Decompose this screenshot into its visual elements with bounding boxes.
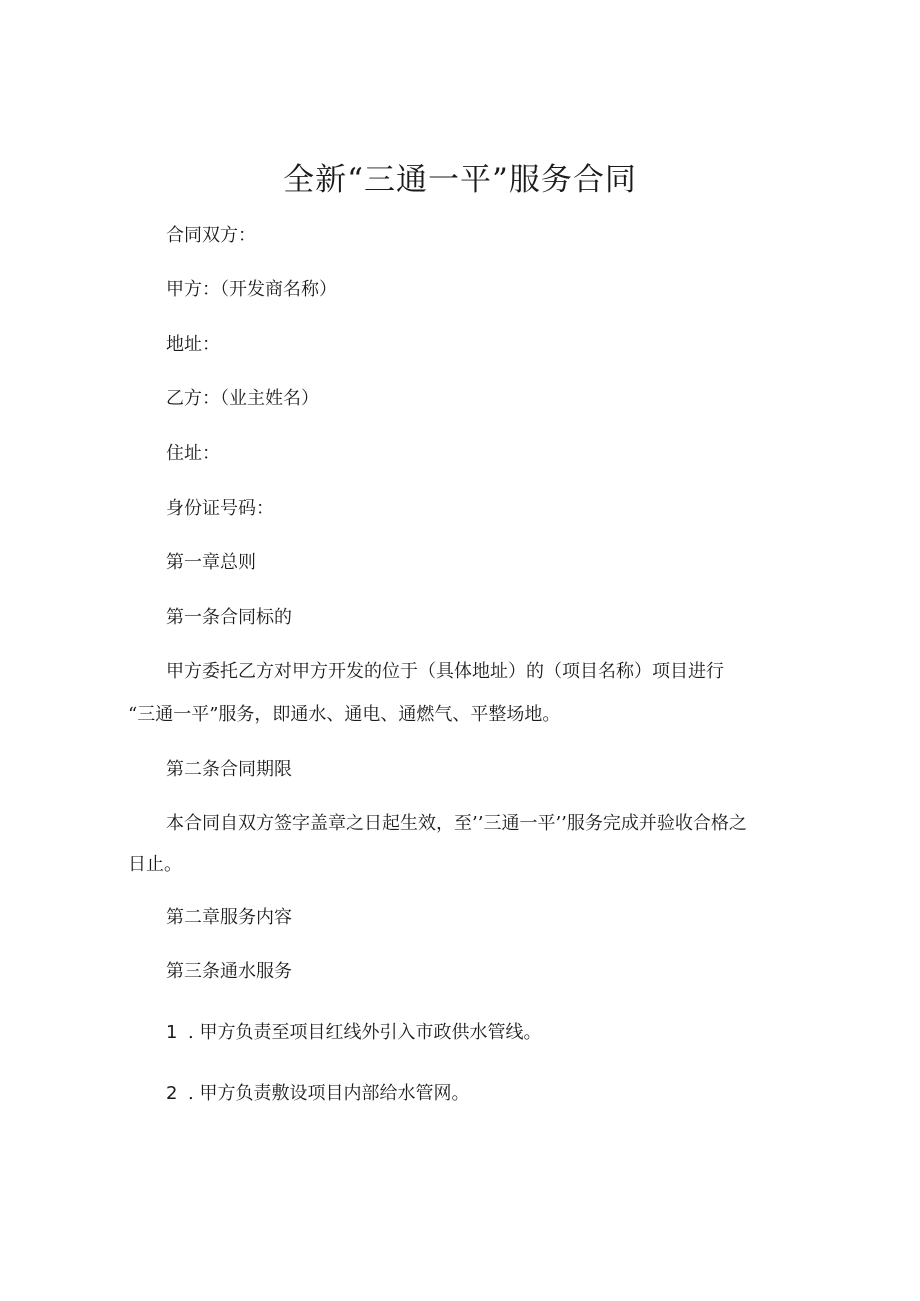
chapter-2-heading: 第二章服务内容 (166, 907, 292, 928)
party-b-address-line: 住址： (166, 443, 220, 464)
document-title: 全新“三通一平”服务合同 (283, 162, 637, 198)
party-a-line: 甲方：（开发商名称） (166, 279, 337, 300)
article-2-title: 第二条合同期限 (166, 759, 292, 780)
article-2-paragraph-line-2: 日止。 (128, 854, 182, 875)
list-item-1-number: 1 (166, 1022, 178, 1043)
parties-heading: 合同双方： (166, 225, 256, 246)
article-3-title: 第三条通水服务 (166, 961, 292, 982)
id-number-line: 身份证号码： (166, 498, 274, 519)
list-item-1 (166, 1021, 541, 1045)
party-b-line: 乙方：（业主姓名） (166, 388, 319, 409)
party-a-address-line: 地址： (166, 334, 220, 355)
list-item-2-text: . 甲方负责敷设项目内部给水管网。 (188, 1083, 470, 1104)
article-1-paragraph-line-2: “三通一平”服务，即通水、通电、通燃气、平整场地。 (128, 704, 561, 725)
list-item-1-text: . 甲方负责至项目红线外引入市政供水管线。 (188, 1022, 542, 1043)
chapter-1-heading: 第一章总则 (166, 552, 256, 573)
article-1-paragraph-line-1: 甲方委托乙方对甲方开发的位于（具体地址）的（项目名称）项目进行 (166, 661, 724, 682)
article-1-title: 第一条合同标的 (166, 607, 292, 628)
list-item-2-number: 2 (166, 1083, 178, 1104)
list-item-2 (166, 1082, 469, 1106)
article-2-paragraph-line-1: 本合同自双方签字盖章之日起生效，至’’三通一平’’服务完成并验收合格之 (166, 813, 747, 834)
